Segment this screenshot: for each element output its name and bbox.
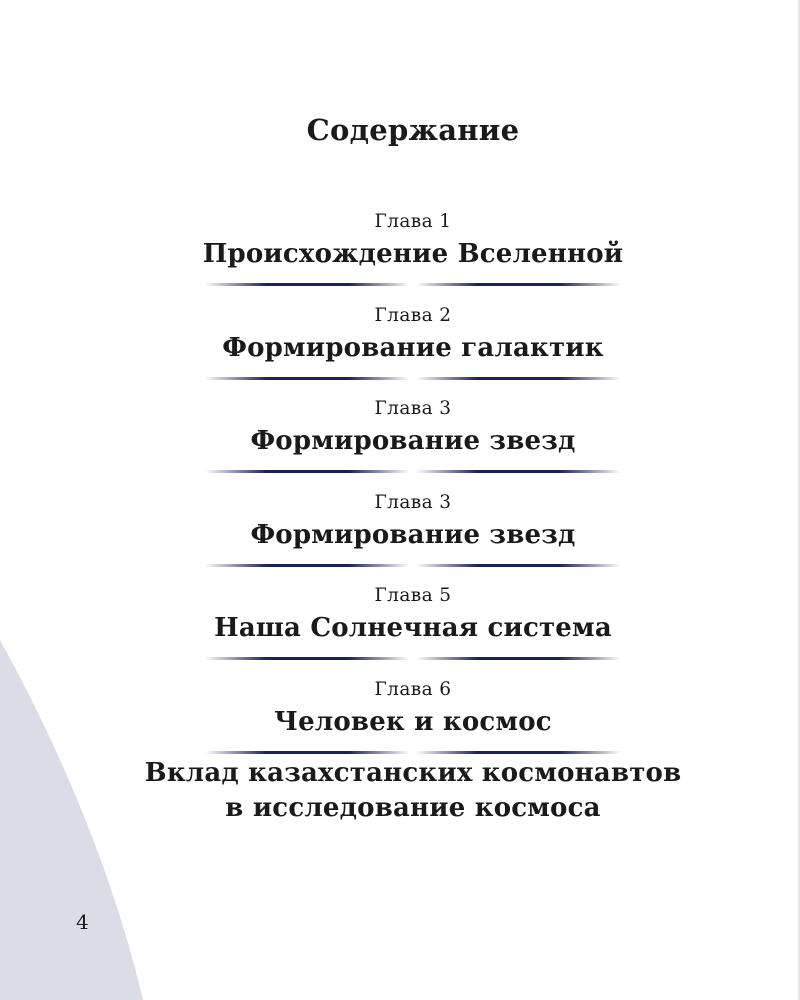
closing-line: в исследование космоса (225, 793, 601, 823)
closing-line: Вклад казахстанских космонавтов (144, 758, 682, 788)
chapter-divider (205, 564, 621, 567)
chapter-number: Глава 5 (374, 585, 452, 606)
chapter-number: Глава 2 (374, 304, 452, 326)
chapter-number: Глава 3 (374, 398, 452, 419)
chapter-entry (0, 395, 800, 489)
chapter-title: Формирование галактик (222, 332, 604, 363)
chapter-entry (0, 489, 800, 583)
chapter-entry (0, 676, 800, 770)
chapter-number: Глава 3 (374, 491, 452, 513)
chapter-divider (205, 657, 621, 660)
closing-section-title (0, 756, 800, 826)
chapter-divider (205, 470, 621, 473)
chapter-entry (0, 582, 800, 676)
chapter-divider (205, 751, 621, 754)
page-number: 4 (76, 910, 89, 934)
chapter-title: Человек и космос (274, 706, 552, 737)
chapter-entry (0, 208, 800, 302)
chapter-title: Наша Солнечная система (214, 613, 612, 643)
chapter-divider (205, 377, 621, 380)
chapter-title: Формирование звезд (250, 519, 576, 550)
contents-heading: Содержание (306, 113, 520, 147)
table-of-contents (0, 208, 800, 769)
chapter-title: Формирование звезд (250, 426, 576, 456)
chapter-entry (0, 302, 800, 396)
chapter-divider (205, 283, 621, 286)
chapter-number: Глава 6 (374, 678, 452, 700)
chapter-title: Происхождение Вселенной (202, 239, 624, 269)
chapter-number: Глава 1 (374, 211, 452, 232)
